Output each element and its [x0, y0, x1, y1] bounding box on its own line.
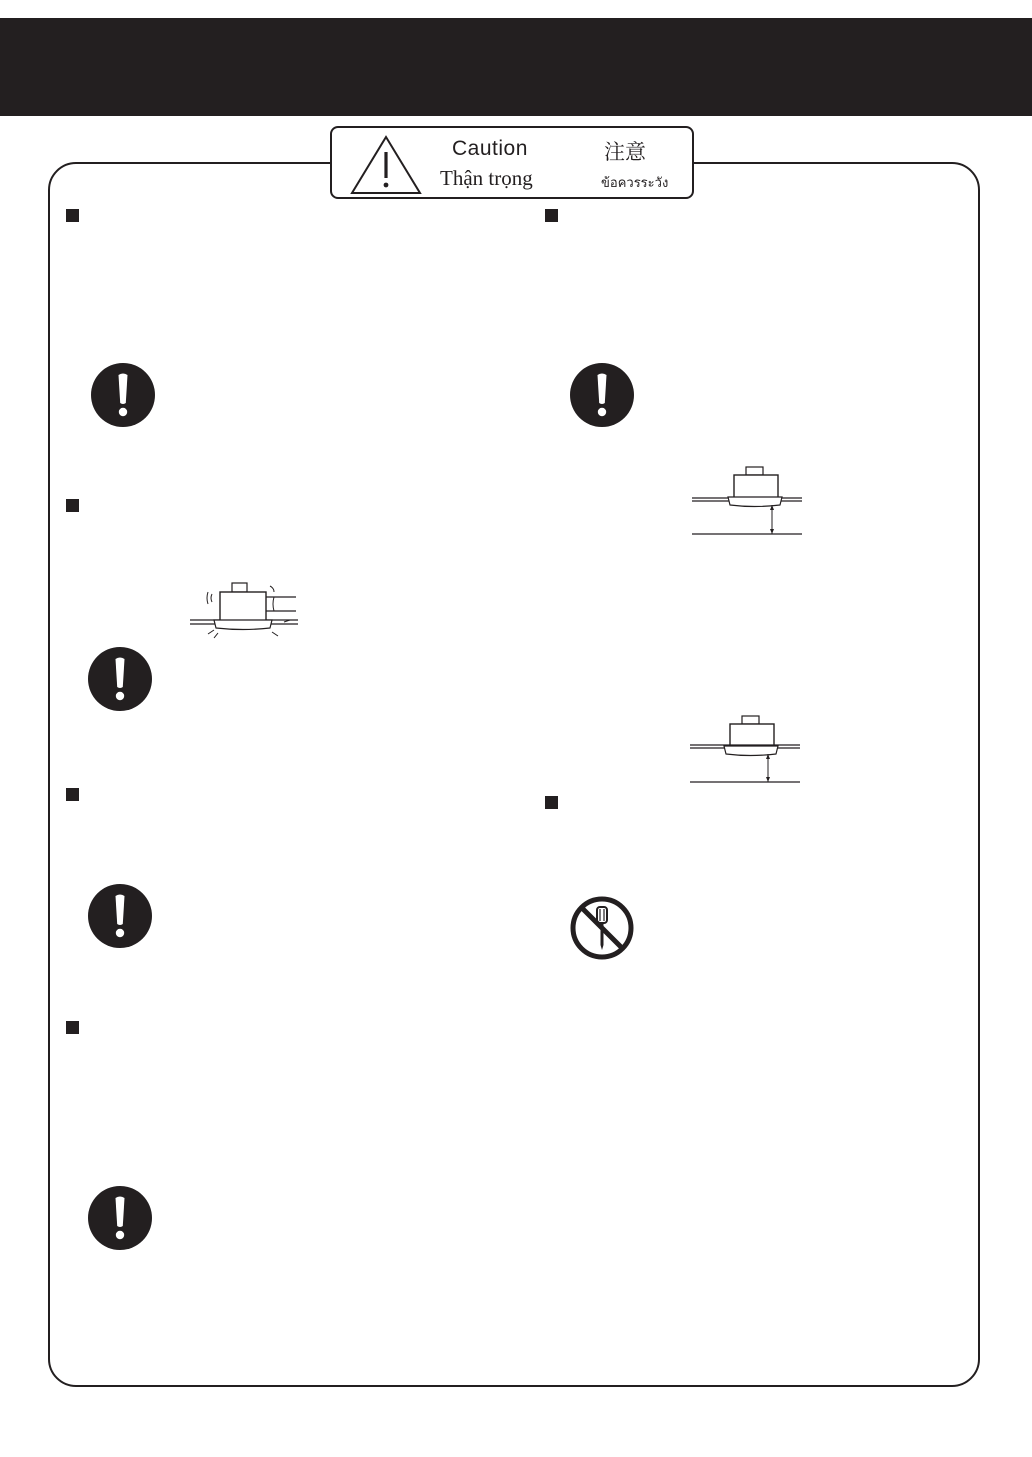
- vibration-unit-figure: [188, 580, 300, 644]
- section-bullet: [66, 788, 79, 801]
- no-disassembly-icon: [569, 895, 635, 961]
- section-bullet: [66, 499, 79, 512]
- exclamation-mandatory-icon: [88, 647, 152, 711]
- exclamation-mandatory-icon: [88, 884, 152, 948]
- section-bullet: [545, 796, 558, 809]
- section-bullet: [66, 209, 79, 222]
- section-bullet: [66, 1021, 79, 1034]
- exclamation-mandatory-icon: [91, 363, 155, 427]
- warning-triangle-icon: [350, 134, 422, 196]
- height-clearance-figure: [690, 463, 806, 539]
- content-frame: [48, 162, 980, 1387]
- caution-text-vietnamese: Thận trọng: [440, 166, 533, 190]
- caution-text-chinese: 注意: [604, 140, 646, 164]
- header-bar: [0, 18, 1032, 116]
- section-bullet: [545, 209, 558, 222]
- height-clearance-figure: [688, 712, 804, 788]
- exclamation-mandatory-icon: [88, 1186, 152, 1250]
- caution-text-thai: ข้อควรระวัง: [601, 176, 669, 191]
- caution-text-english: Caution: [452, 137, 528, 160]
- caution-label: [330, 126, 694, 199]
- exclamation-mandatory-icon: [570, 363, 634, 427]
